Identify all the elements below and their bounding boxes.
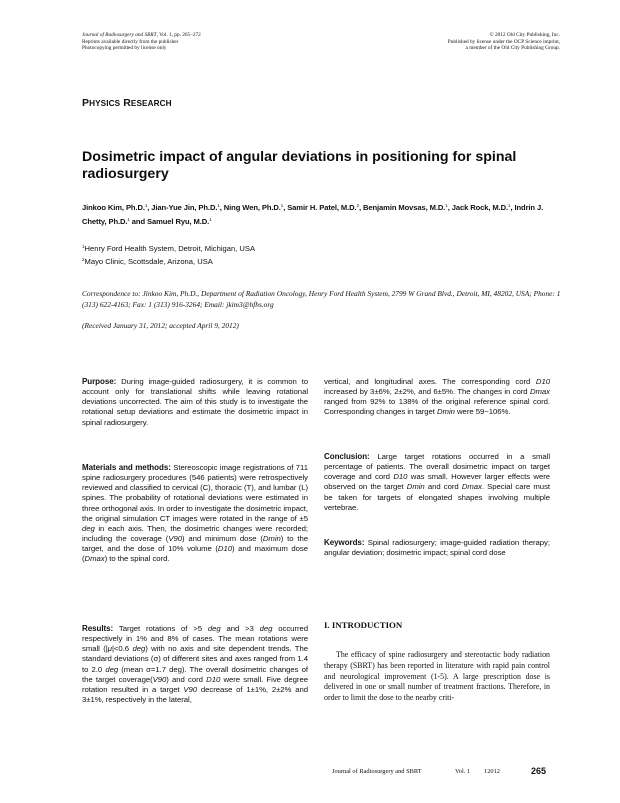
journal-header-left bbox=[82, 32, 201, 52]
introduction-heading: I. INTRODUCTION bbox=[324, 620, 403, 630]
abstract-conclusion: Conclusion: Large target rotations occurred in a small percentage of patients. The overall dosimetric impact on target coverage and cord D10 was small. However larger effects were observed on the target Dmin and cord Dmax. Special care must be taken for targets of elongated shapes involving multiple vertebrae. bbox=[324, 452, 551, 512]
author: Samuel Ryu, M.D.$^1$ bbox=[147, 217, 212, 227]
author: Jack Rock, M.D.$^1$, bbox=[451, 203, 515, 212]
footer-volume: Vol. 1 bbox=[455, 768, 471, 775]
affiliation-2: $^2$Mayo Clinic, Scottsdale, Arizona, USA bbox=[82, 257, 213, 266]
affiliations bbox=[82, 241, 255, 267]
author-list bbox=[82, 200, 552, 228]
author: Samir H. Patel, M.D.$^2$, bbox=[287, 203, 363, 212]
abstract-purpose: Purpose: During image-guided radiosurgery, it is common to account only for translational shifts while leaving rotational deviations uncorrected. The aim of this study is to investigate the rotational setup deviations and estimate the dosimetric impact in spinal radiosurgery. bbox=[82, 377, 308, 427]
journal-header-right bbox=[448, 32, 560, 52]
journal-citation: Journal of Radiosurgery and SBRT, Vol. 1, pp. 265–272 bbox=[82, 32, 201, 38]
copyright-line: © 2012 Old City Publishing, Inc. bbox=[489, 32, 560, 38]
author: Jian-Yue Jin, Ph.D.$^1$, bbox=[151, 203, 224, 212]
keywords: Keywords: Spinal radiosurgery; image-guided radiation therapy; angular deviation; dosimetric impact; spinal cord dose bbox=[324, 538, 550, 558]
article-title: Dosimetric impact of angular deviations in positioning for spinal radiosurgery bbox=[82, 149, 517, 182]
abstract-methods: Materials and methods: Stereoscopic image registrations of 711 spine radiosurgery procedures (546 patients) were retrospectively reviewed and classified to cervical (C), thoracic (T), and lumbar (L) spines. The probability of rotational deviations were estimated in three orthogonal axis. In order to investigate the dosimetric impact, the original simulation CT images were rotated in the range of ±5 deg in each axis. Then, the dosimetric changes were recorded; including the coverage (V90) and minimum dose (Dmin) to the target, and the dose of 10% volume (D10) and maximum dose (Dmax) to the spinal cord. bbox=[82, 463, 308, 564]
footer-year: 12012 bbox=[484, 768, 500, 775]
author: Benjamin Movsas, M.D.$^1$, bbox=[362, 203, 452, 212]
license-line: Published by license under the OCP Science imprint, bbox=[447, 38, 560, 45]
abstract-results: Results: Target rotations of >5 deg and >3 deg occurred respectively in 1% and 8% of cases. The mean rotations were small (|μ|<0.6 deg) with no axis and site dependent trends. The standard deviations (σ) of different sites and axes ranged from 1.4 to 2.0 deg (mean σ=1.7 deg). The overall dosimetric changes of the target coverage(V90) and cord D10 were small. Five degree rotation resulted in a target V90 decrease of 1±1%, 2±2% and 3±1%, respectively in the lateral, bbox=[82, 624, 309, 705]
photocopy-note: Photocopying permitted by license only bbox=[82, 45, 167, 52]
author: Indrin J. Chetty, Ph.D.$^1$ and bbox=[82, 203, 544, 227]
footer-journal-name: Journal of Radiosurgery and SBRT bbox=[332, 768, 422, 775]
reprints-note: Reprints available directly from the publisher bbox=[82, 38, 179, 45]
publisher-group-line: a member of the Old City Publishing Group. bbox=[465, 45, 560, 52]
author: Ning Wen, Ph.D.$^1$, bbox=[223, 203, 288, 212]
correspondence: Correspondence to: Jinkoo Kim, Ph.D., Department of Radiation Oncology, Henry Ford Health System, 2799 W Grand Blvd., Detroit, MI, 48202, USA; Phone: 1 (313) 622-4163; Fax: 1 (313) 916-3264; Email: jkim3@hfhs.org bbox=[82, 289, 561, 309]
author: Jinkoo Kim, Ph.D.$^1$, bbox=[82, 203, 152, 212]
introduction-body: The efficacy of spine radiosurgery and stereotactic body radiation therapy (SBRT) has been reported in literature with rapid pain control and neurological improvement (1-5). A large prescription dose is delivered in one or small number of treatment fractions. Therefore, in order to limit the dose to the nearby criti- bbox=[324, 650, 550, 703]
received-dates: (Received January 31, 2012; accepted April 9, 2012) bbox=[82, 321, 239, 330]
page-number: 265 bbox=[531, 766, 547, 776]
abstract-results-continued: vertical, and longitudinal axes. The corresponding cord D10 increased by 3±6%, 2±2%, and 6±5%. The changes in cord Dmax ranged from 92% to 138% of the original reference spinal cord. Corresponding changes in target Dmin were 59~106%. bbox=[324, 377, 550, 417]
section-label: PHYSICS RESEARCH bbox=[82, 97, 172, 109]
affiliation-1: $^1$Henry Ford Health System, Detroit, Michigan, USA bbox=[82, 244, 256, 253]
